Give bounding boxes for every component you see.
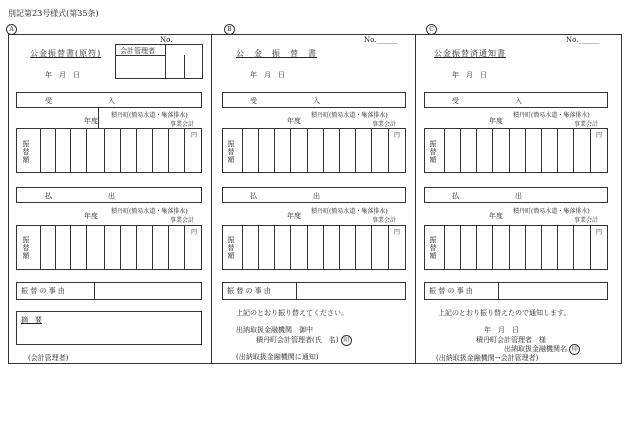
grid-col (388, 225, 389, 270)
panel-c-title: 公金振替済通知書 (434, 49, 506, 58)
panel-c-reason-divider (498, 282, 499, 300)
panel-c-pay-amount-label: 振替額 (429, 236, 437, 260)
grid-col (258, 128, 259, 173)
panel-b-addressee: 出納取扱金融機関 御中 (236, 326, 313, 334)
grid-col (258, 225, 259, 270)
grid-col (371, 225, 372, 270)
manager-box-divider (165, 44, 166, 79)
panel-a-receive-label: 受 入 (45, 97, 115, 105)
grid-col (557, 225, 558, 270)
panel-b-receive-account1: 積丹町(簡易水道・集落排水) (311, 112, 388, 119)
panel-c-no: No.______ (566, 36, 600, 44)
panel-a-pay-grid (16, 225, 202, 270)
panel-c-sender: 出納取扱金融機関名 印 (504, 344, 580, 355)
grid-col (460, 225, 461, 270)
grid-col (573, 128, 574, 173)
panel-a-receive-yen: 円 (191, 132, 198, 139)
panel-b-pay-label: 払 出 (250, 192, 320, 200)
panel-b-receive-yen: 円 (394, 132, 401, 139)
manager-box-label: 会計管理者 (120, 47, 155, 55)
panel-a-reason-divider (94, 282, 95, 300)
grid-col (168, 225, 169, 270)
panel-b-no: No.______ (364, 36, 398, 44)
grid-col (55, 128, 56, 173)
panel-a-no: No. (160, 36, 173, 44)
panel-a-footer: (会計管理者) (28, 354, 69, 362)
panel-a-reason-label: 振 替 の 事 由 (21, 287, 65, 295)
grid-col (120, 225, 121, 270)
panel-b-reason-label: 振 替 の 事 由 (227, 287, 271, 295)
grid-col (55, 225, 56, 270)
panel-b-seal: 印 (341, 335, 352, 346)
grid-col (525, 225, 526, 270)
panel-b-note: 上記のとおり振り替えてください。 (236, 309, 348, 317)
panel-b-sender: 積丹町会計管理者(氏 名) 印 (256, 335, 352, 346)
panel-c-pay-year: 年度 (489, 212, 503, 220)
grid-col (339, 225, 340, 270)
panel-b-marker: B (224, 24, 235, 35)
grid-col (590, 225, 591, 270)
panel-c-pay-label: 払 出 (452, 192, 522, 200)
grid-col (152, 225, 153, 270)
panel-b-pay-amount-label: 振替額 (227, 236, 235, 260)
panel-b-receive-account2: 事業会計 (372, 121, 397, 128)
grid-col (242, 128, 243, 173)
panel-c-receive-year: 年度 (489, 117, 503, 125)
panel-a-summary-label: 摘 要 (21, 316, 42, 324)
grid-col (290, 128, 291, 173)
grid-col (152, 128, 153, 173)
panel-c-note: 上記のとおり振り替えたので通知します。 (438, 309, 571, 317)
panel-b-receive-grid (222, 128, 406, 173)
panel-a-receive-account1: 積丹町(簡易水道・集落排水) (111, 112, 188, 119)
grid-col (307, 225, 308, 270)
panel-c-date2: 年 月 日 (484, 326, 519, 334)
panel-divider-bc (415, 34, 416, 364)
grid-col (120, 128, 121, 173)
grid-col (460, 128, 461, 173)
panel-c-seal: 印 (569, 344, 580, 355)
grid-col (40, 225, 41, 270)
panel-c-receive-account2: 事業会計 (574, 121, 599, 128)
grid-col (70, 128, 71, 173)
panel-c-receive-grid (424, 128, 608, 173)
grid-col (136, 225, 137, 270)
grid-col (371, 128, 372, 173)
panel-b-pay-grid (222, 225, 406, 270)
panel-a-pay-yen: 円 (191, 229, 198, 236)
grid-col (242, 225, 243, 270)
panel-c-addressee: 積丹町会計管理者 様 (476, 336, 546, 344)
panel-b-pay-account2: 事業会計 (372, 217, 397, 224)
grid-col (184, 225, 185, 270)
panel-c-receive-account1: 積丹町(簡易水道・集落排水) (513, 112, 590, 119)
panel-c-footer: (出納取扱金融機関→会計管理者) (436, 354, 539, 362)
grid-col (476, 225, 477, 270)
grid-col (492, 225, 493, 270)
grid-col (274, 128, 275, 173)
panel-c-receive-yen: 円 (596, 132, 603, 139)
panel-b-footer: (出納取扱金融機関に通知) (236, 353, 319, 361)
grid-col (70, 225, 71, 270)
panel-a-receive-account2: 事業会計 (170, 121, 195, 128)
grid-col (492, 128, 493, 173)
grid-col (444, 225, 445, 270)
grid-col (573, 225, 574, 270)
panel-b-receive-label: 受 入 (250, 97, 320, 105)
grid-col (40, 128, 41, 173)
panel-a-receive-year-divider (98, 108, 99, 128)
manager-box-divider (184, 55, 185, 79)
panel-b-receive-year: 年度 (287, 117, 301, 125)
panel-a-pay-year: 年度 (84, 212, 98, 220)
grid-col (388, 128, 389, 173)
panel-a-summary-box (16, 311, 202, 345)
grid-col (307, 128, 308, 173)
panel-b-pay-year: 年度 (287, 212, 301, 220)
grid-col (104, 225, 105, 270)
grid-col (86, 128, 87, 173)
panel-b-receive-amount-label: 振替額 (227, 140, 235, 164)
grid-col (290, 225, 291, 270)
panel-b-reason-divider (296, 282, 297, 300)
grid-col (104, 128, 105, 173)
panel-a-pay-account1: 積丹町(簡易水道・集落排水) (111, 208, 188, 215)
panel-b-date: 年 月 日 (250, 71, 285, 79)
panel-c-reason-label: 振 替 の 事 由 (429, 287, 473, 295)
grid-col (323, 225, 324, 270)
panel-a-pay-amount-label: 振替額 (22, 236, 30, 260)
grid-col (168, 128, 169, 173)
grid-col (355, 225, 356, 270)
panel-a-marker: A (6, 24, 17, 35)
panel-a-receive-year: 年度 (84, 117, 98, 125)
form-header: 別記第23号様式(第35条) (8, 9, 99, 18)
grid-col (274, 225, 275, 270)
manager-box-rule (115, 55, 165, 56)
panel-b-pay-yen: 円 (394, 229, 401, 236)
panel-c-pay-grid (424, 225, 608, 270)
grid-col (590, 128, 591, 173)
grid-col (136, 128, 137, 173)
panel-c-pay-account1: 積丹町(簡易水道・集落排水) (513, 208, 590, 215)
grid-col (444, 128, 445, 173)
panel-divider-ab (211, 34, 212, 364)
panel-b-title: 公 金 振 替 書 (236, 49, 317, 58)
panel-c-pay-account2: 事業会計 (574, 217, 599, 224)
grid-col (476, 128, 477, 173)
panel-a-pay-account2: 事業会計 (170, 217, 195, 224)
panel-a-receive-grid (16, 128, 202, 173)
panel-b-pay-account1: 積丹町(簡易水道・集落排水) (311, 208, 388, 215)
panel-c-date: 年 月 日 (452, 71, 487, 79)
grid-col (339, 128, 340, 173)
panel-c-marker: C (426, 24, 437, 35)
panel-a-receive-amount-label: 振替額 (22, 140, 30, 164)
grid-col (509, 128, 510, 173)
grid-col (509, 225, 510, 270)
grid-col (86, 225, 87, 270)
panel-c-pay-yen: 円 (596, 229, 603, 236)
grid-col (557, 128, 558, 173)
panel-c-receive-label: 受 入 (452, 97, 522, 105)
grid-col (323, 128, 324, 173)
grid-col (541, 225, 542, 270)
grid-col (541, 128, 542, 173)
grid-col (525, 128, 526, 173)
grid-col (355, 128, 356, 173)
panel-a-date: 年 月 日 (45, 71, 80, 79)
panel-c-receive-amount-label: 振替額 (429, 140, 437, 164)
panel-a-pay-label: 払 出 (45, 192, 115, 200)
panel-a-title: 公金振替書(原符) (30, 49, 102, 58)
grid-col (184, 128, 185, 173)
